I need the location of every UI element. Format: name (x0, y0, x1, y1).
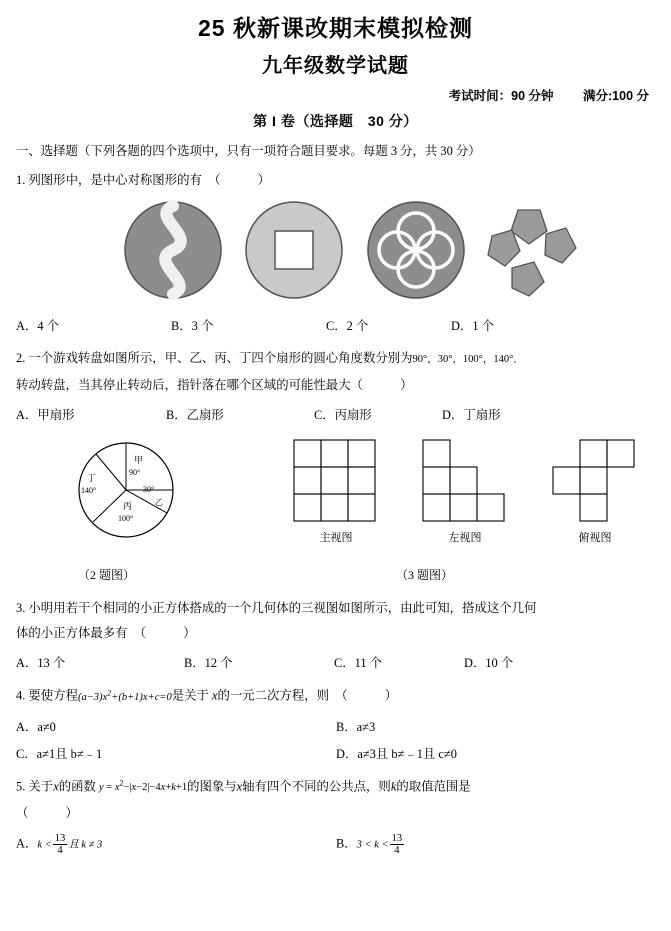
q2-option-c[interactable]: C．丙扇形 (314, 408, 372, 422)
label-side-view: 左视图 (448, 532, 482, 544)
question-4-text (16, 683, 655, 708)
q1-option-b[interactable]: B．3 个 (171, 319, 214, 333)
question-5-number: 5. (16, 779, 26, 793)
figure-pentagon-cluster (484, 206, 598, 298)
question-3-number: 3. (16, 601, 26, 615)
q3-option-c[interactable]: C．11 个 (334, 656, 383, 670)
question-5-options (16, 833, 655, 856)
question-3-options (16, 653, 655, 671)
q1-option-a[interactable]: A．4 个 (16, 319, 60, 333)
q4-option-a[interactable]: A．a≠0 (16, 719, 56, 734)
q5-option-b-fraction: $\frac{13}{4}$ (391, 833, 403, 857)
question-4-options-row2 (16, 744, 655, 762)
caption-q3: （3 题图） (396, 568, 454, 582)
label-front-view: 主视图 (319, 532, 353, 544)
q1-option-d[interactable]: D．1 个 (451, 319, 495, 333)
q5-option-b-expr: 3 < k < (356, 839, 389, 851)
question-2-options (16, 405, 655, 423)
q4-option-c[interactable]: C．a≠1且 b≠﹣1 (16, 746, 103, 761)
spinner-yi-angle: 30° (143, 485, 155, 494)
question-4-body-3: 的一元二次方程，则 （ ） (217, 688, 398, 703)
question-4-body-2: 是关于 (171, 688, 209, 703)
question-1-number: 1. (16, 173, 26, 187)
question-2-body-1: 一个游戏转盘如图所示，甲、乙、丙、丁四个扇形的圆心角度数分别为 (28, 351, 413, 365)
q5-option-a[interactable] (16, 833, 336, 856)
spinner-bing-angle: 100° (118, 514, 134, 523)
question-4-var: x (211, 688, 218, 703)
figure-top-view (552, 439, 638, 525)
question-1-options (16, 316, 655, 334)
spinner-jia-angle: 90° (129, 468, 141, 477)
question-5-body-b: 的函数 (58, 779, 96, 793)
q3-option-b[interactable]: B．12 个 (184, 656, 233, 670)
question-5-text (16, 774, 655, 799)
spinner-yi-label: 乙 (155, 498, 163, 507)
question-5-var-3: k (390, 779, 397, 793)
instruction: 一、选择题（下列各题的四个选项中，只有一项符合题目要求。每题 3 分，共 30 分） (16, 144, 481, 158)
exam-page (0, 10, 671, 931)
spinner-jia-label: 甲 (134, 455, 144, 465)
q5-option-a-expr: k < (37, 839, 52, 851)
question-1-body: 列图形中，是中心对称图形的有 （ ） (28, 173, 271, 187)
question-3-body-1: 小明用若干个相同的小正方体搭成的一个几何体的三视图如图所示，由此可知，搭成这个几何 (28, 601, 537, 615)
q1-option-c[interactable]: C．2 个 (326, 319, 369, 333)
q5-option-a-prefix: A． (16, 836, 38, 851)
question-2-3-figures (16, 429, 655, 564)
figure-side-view (422, 439, 508, 525)
q2-option-b[interactable]: B．乙扇形 (166, 408, 224, 422)
question-5-equation: $y = x^2-|x-2|-4x+k+1$ (98, 778, 188, 793)
question-1-figures (16, 200, 655, 300)
total-score: 满分:100 分 (583, 89, 649, 103)
q2-option-d[interactable]: D．丁扇形 (442, 408, 501, 422)
exam-time: 考试时间：90 分钟 (448, 89, 554, 103)
q5-option-b-prefix: B． (336, 836, 357, 851)
q4-option-d[interactable]: D．a≠3且 b≠﹣1且 c≠0 (336, 746, 457, 761)
question-5-body-d: 轴有四个不同的公共点，则 (242, 779, 391, 793)
page-title: 25 秋新课改期末模拟检测 (198, 15, 473, 41)
section-title: 第 I 卷（选择题 30 分） (253, 113, 418, 129)
spinner-ding-label: 丁 (87, 473, 97, 483)
q5-option-a-fraction: $\frac{13}{4}$ (54, 833, 66, 857)
question-5-body-c: 的图象与 (187, 779, 237, 793)
question-4-equation: $(a-3)x^2+(b+1)x+c=0$ (77, 688, 172, 703)
question-4-options-row1 (16, 717, 655, 735)
question-5-body-e: 的取值范围是 (396, 779, 471, 793)
label-top-view: 俯视图 (578, 532, 612, 544)
figure-four-petal (364, 198, 468, 302)
q5-option-a-suffix: 且 k ≠ 3 (68, 839, 103, 851)
spinner-ding-angle: 140° (81, 486, 97, 495)
question-4-body-1: 要使方程 (28, 688, 78, 703)
question-5-var-2: x (236, 779, 243, 793)
figure-coin-square (242, 198, 346, 302)
question-4-number: 4. (16, 688, 26, 703)
q4-option-b[interactable]: B．a≠3 (336, 719, 376, 734)
caption-q2: （2 题图） (78, 568, 136, 582)
question-3-text (16, 598, 655, 618)
question-2-angles: 90°，30°，100°，140°． (412, 354, 524, 365)
question-5-body-line2: （ ） (16, 806, 78, 820)
q3-option-d[interactable]: D．10 个 (464, 656, 514, 670)
page-subtitle: 九年级数学试题 (262, 55, 409, 77)
spinner-bing-label: 丙 (123, 501, 133, 511)
figure-spinner (71, 435, 181, 545)
q2-option-a[interactable]: A．甲扇形 (16, 408, 75, 422)
figure-front-view (293, 439, 379, 525)
question-1-text (16, 170, 655, 190)
figure-yin-yang-like (121, 198, 225, 302)
question-2-number: 2. (16, 351, 26, 365)
figure-captions (16, 566, 655, 584)
q3-option-a[interactable]: A．13 个 (16, 656, 66, 670)
question-5-var-1: x (53, 779, 59, 793)
question-3-body-2: 体的小正方体最多有 （ ） (16, 626, 196, 640)
question-2-body-2: 转动转盘，当其停止转动后，指针落在哪个区域的可能性最大（ ） (16, 378, 413, 392)
q5-option-b[interactable] (336, 833, 405, 856)
question-2-text (16, 348, 655, 370)
exam-info (16, 86, 655, 104)
question-5-body-a: 关于 (28, 779, 54, 793)
